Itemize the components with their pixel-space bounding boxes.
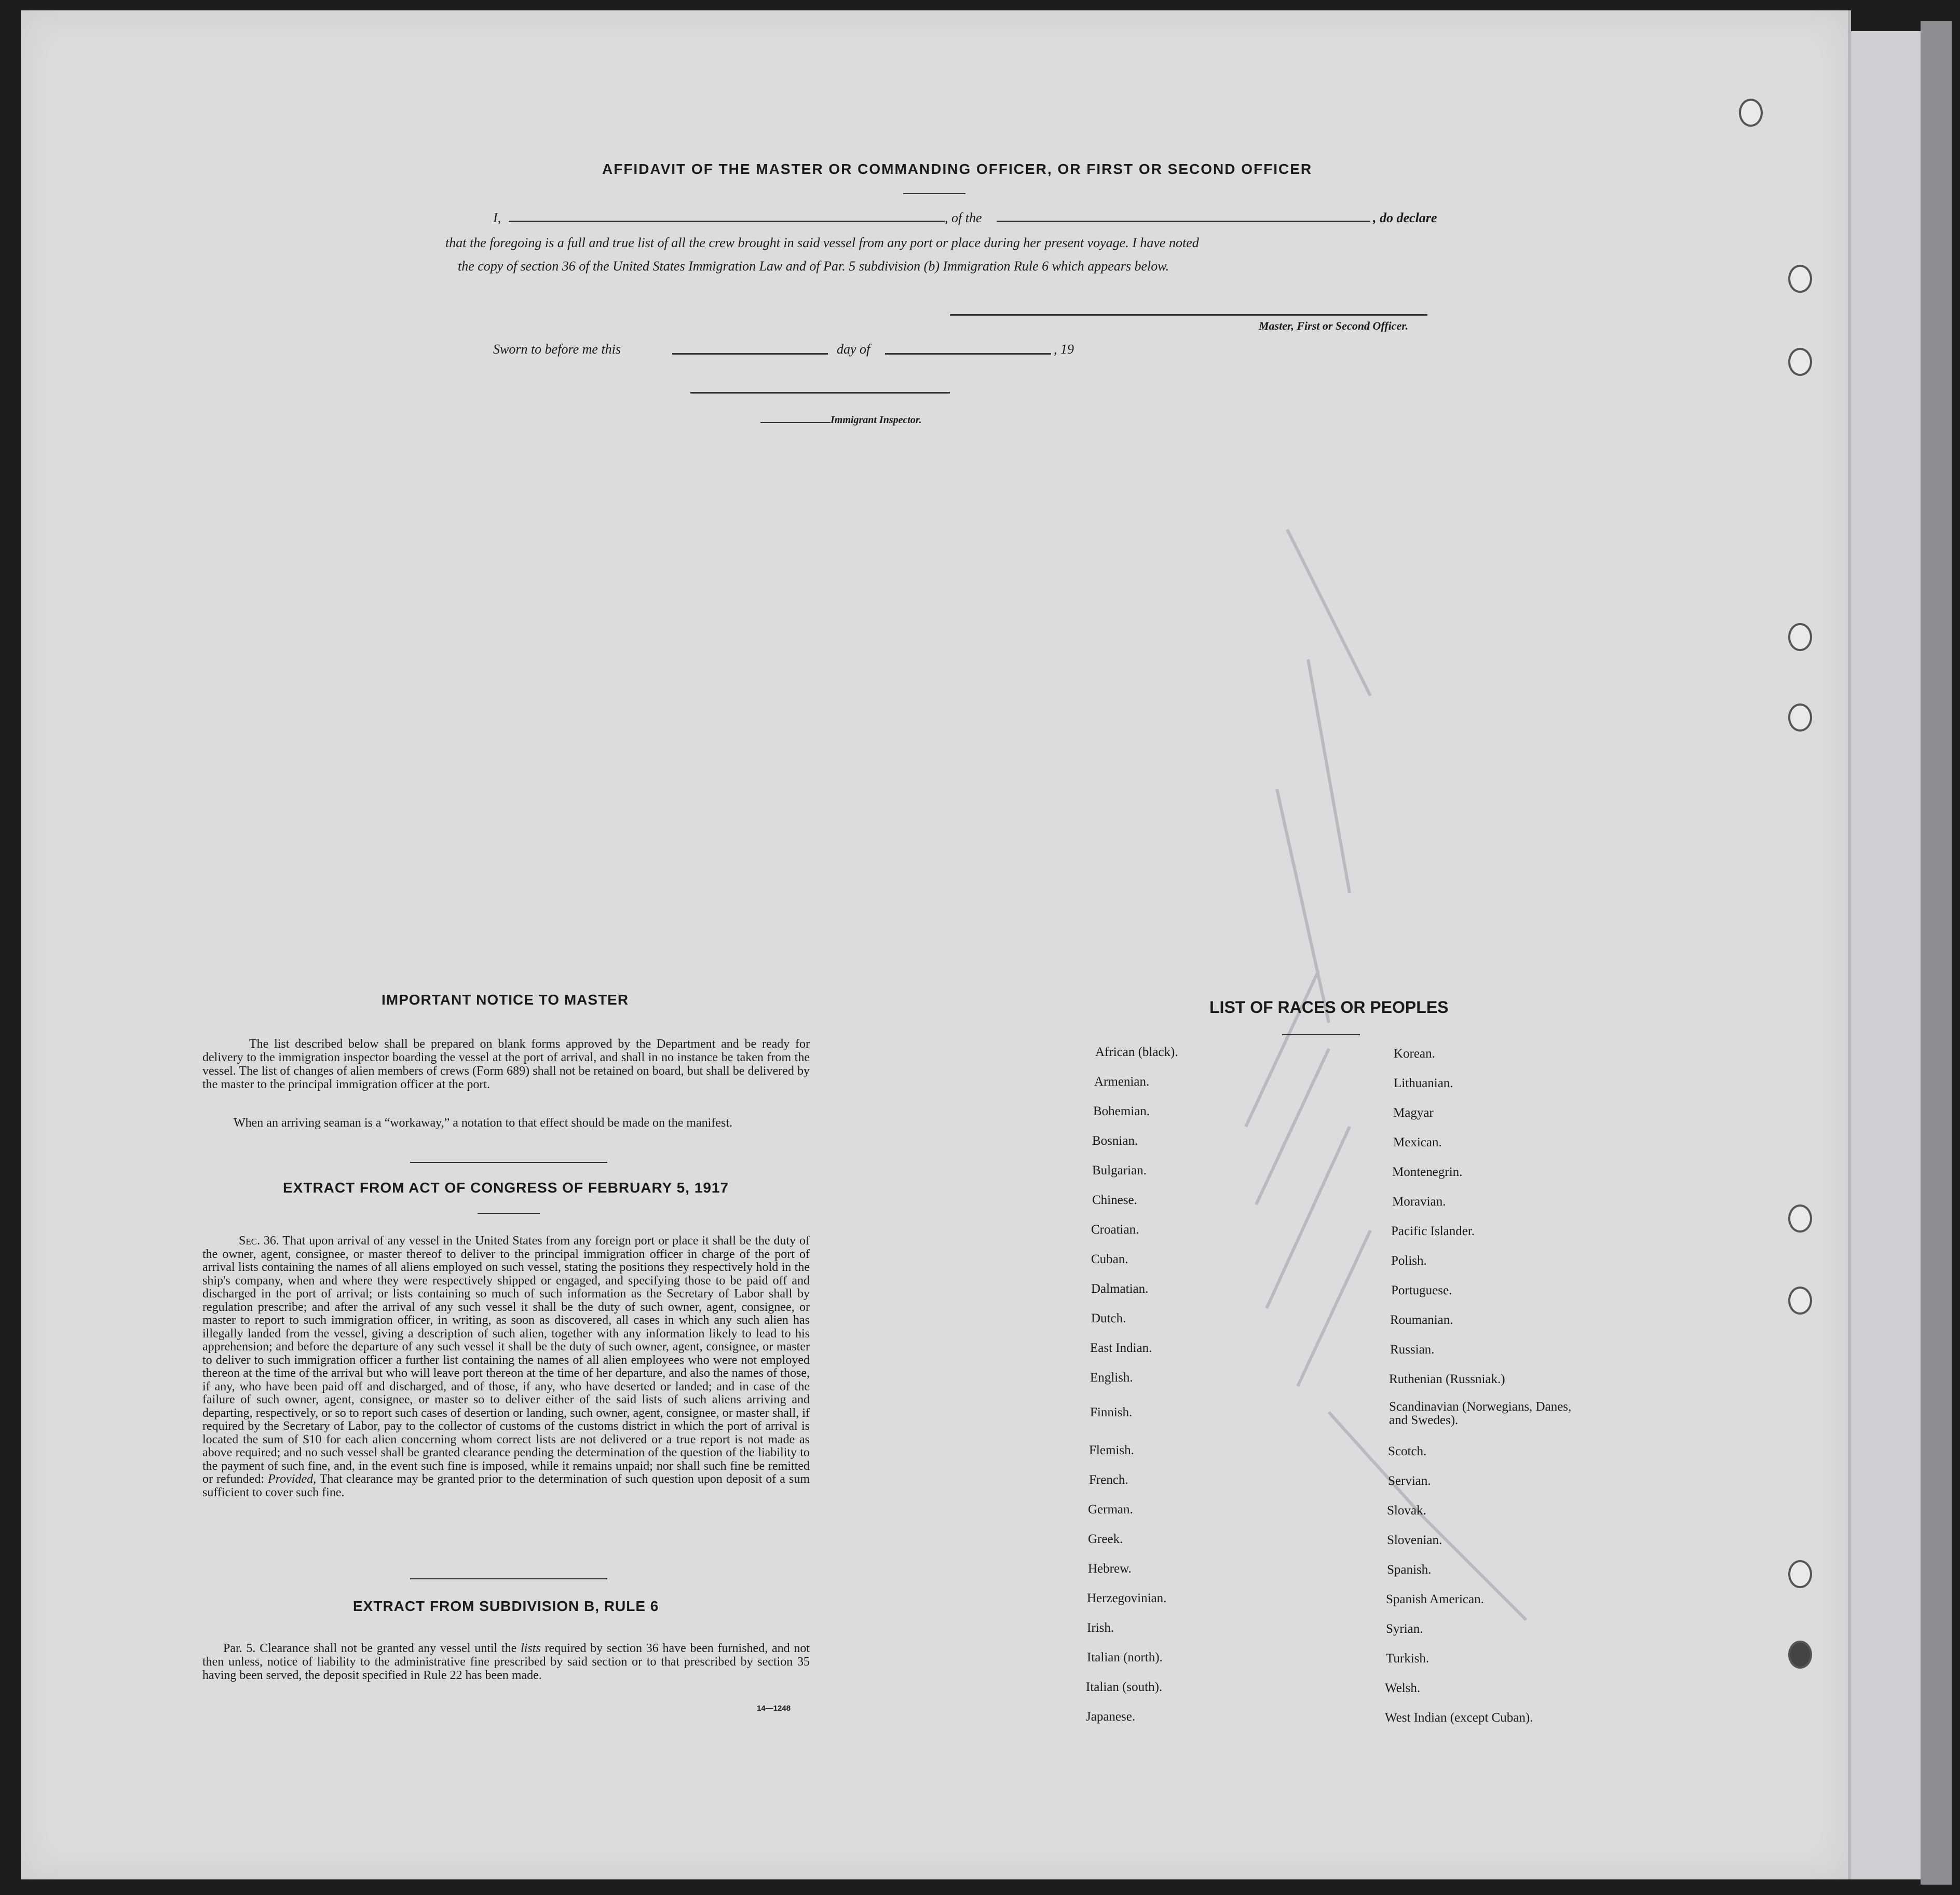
punch-hole bbox=[1788, 1287, 1812, 1315]
race-right-item: Magyar bbox=[1393, 1106, 1434, 1120]
affidavit-line-1 bbox=[493, 210, 501, 226]
punch-hole bbox=[1788, 1560, 1812, 1588]
sworn-year: , 19 bbox=[1054, 342, 1074, 357]
signature-label: Master, First or Second Officer. bbox=[1259, 319, 1409, 332]
sworn-start: Sworn to before me this bbox=[493, 342, 621, 357]
vessel-blank bbox=[997, 221, 1370, 222]
race-right-item: Syrian. bbox=[1386, 1622, 1423, 1636]
race-left-item: French. bbox=[1089, 1473, 1128, 1487]
punch-hole bbox=[1788, 348, 1812, 376]
race-left-item: Chinese. bbox=[1092, 1193, 1137, 1207]
title-rule bbox=[903, 193, 965, 194]
race-right-item: Lithuanian. bbox=[1394, 1076, 1453, 1090]
race-right-item: Spanish. bbox=[1387, 1563, 1432, 1577]
name-blank bbox=[509, 221, 945, 222]
race-left-item: Italian (north). bbox=[1087, 1650, 1163, 1664]
scan-border bbox=[1921, 21, 1952, 1885]
race-left-item: Flemish. bbox=[1089, 1443, 1134, 1457]
rule-paragraph bbox=[202, 1642, 810, 1682]
punch-hole bbox=[1739, 99, 1763, 127]
race-right-item: Polish. bbox=[1391, 1254, 1427, 1268]
race-right-item: Roumanian. bbox=[1390, 1313, 1453, 1327]
race-right-item: Servian. bbox=[1388, 1474, 1431, 1488]
race-left-item: Dalmatian. bbox=[1091, 1282, 1149, 1296]
affidavit-declare: , do declare bbox=[1373, 210, 1437, 225]
rule-text-start: Par. 5. Clearance shall not be granted any vessel until the bbox=[223, 1642, 517, 1655]
race-left-item: Armenian. bbox=[1094, 1075, 1150, 1089]
race-left-item: East Indian. bbox=[1090, 1341, 1152, 1355]
races-title: LIST OF RACES OR PEOPLES bbox=[1209, 998, 1449, 1017]
race-right-item: Slovak. bbox=[1387, 1504, 1426, 1518]
inspector-short-line bbox=[760, 422, 831, 423]
affidavit-i: I, bbox=[493, 210, 501, 225]
race-left-item: Irish. bbox=[1087, 1621, 1114, 1635]
race-right-item: Scandinavian (Norwegians, Danes, and Swedes). bbox=[1389, 1400, 1572, 1427]
punch-hole bbox=[1788, 265, 1812, 293]
race-left-item: Finnish. bbox=[1090, 1405, 1133, 1419]
race-left-item: Japanese. bbox=[1086, 1710, 1136, 1724]
act-proviso: Provided, bbox=[268, 1472, 317, 1486]
race-left-item: Croatian. bbox=[1091, 1223, 1139, 1237]
race-left-item: Bosnian. bbox=[1092, 1134, 1138, 1148]
race-right-item: Scotch. bbox=[1388, 1444, 1427, 1458]
date-month-blank bbox=[885, 353, 1051, 355]
race-right-item: Montenegrin. bbox=[1392, 1165, 1463, 1179]
affidavit-of-the: , of the bbox=[945, 210, 982, 225]
date-day-blank bbox=[672, 353, 828, 355]
race-left-item: Bulgarian. bbox=[1092, 1163, 1147, 1177]
race-right-item: Ruthenian (Russniak.) bbox=[1389, 1372, 1505, 1386]
race-left-item: Hebrew. bbox=[1088, 1562, 1132, 1576]
race-right-item: Slovenian. bbox=[1387, 1533, 1442, 1547]
race-left-item: Herzegovinian. bbox=[1087, 1591, 1167, 1605]
race-right-item: Portuguese. bbox=[1391, 1283, 1452, 1297]
race-left-item: German. bbox=[1088, 1503, 1133, 1517]
race-right-item: Spanish American. bbox=[1386, 1592, 1484, 1606]
form-number: 14—1248 bbox=[757, 1704, 791, 1713]
affidavit-line-2: that the foregoing is a full and true list of all the crew brought in said vessel from any port or place during her present voyage. I have noted bbox=[445, 235, 1199, 250]
race-left-item: Dutch. bbox=[1091, 1311, 1126, 1325]
signature-line bbox=[950, 314, 1427, 316]
race-left-item: African (black). bbox=[1095, 1045, 1178, 1059]
punch-hole bbox=[1788, 1641, 1812, 1669]
document-page bbox=[21, 10, 1851, 1879]
race-left-item: Greek. bbox=[1088, 1532, 1123, 1546]
affidavit-line-3: the copy of section 36 of the United States Immigration Law and of Par. 5 subdivision (b) Immigration Rule 6 which appears below. bbox=[458, 259, 1169, 274]
notice-paragraph-2: When an arriving seaman is a “workaway,” a notation to that effect should be made on the manifest. bbox=[234, 1116, 732, 1130]
pencil-marks bbox=[21, 10, 1848, 1879]
act-text-main: That upon arrival of any vessel in the United States from any foreign port or place it shall be the duty of the owner, agent, consignee, or master thereof to deliver to the principal immigration officer in charge of the port of arrival lists containing the names of all aliens employed on such vessel, stating the positions they respectively hold in the ship's company, when and where they were respectively shipped or engaged, and specifying those to be paid off and discharged in the port of arrival; or lists containing so much of such information as the Secretary of Labor shall by regulation prescribe; and after the arrival of any such vessel it shall be the duty of such owner, agent, consignee, or master to report to such immigration officer, in writing, as soon as discovered, all cases in which any such alien has illegally landed from the vessel, giving a description of such alien, together with any information likely to lead to his apprehension; and before the departure of any such vessel it shall be the duty of such owner, agent, consignee, or master to deliver to such immigration officer a further list containing the names of all alien employees who were not employed thereon at the time of the arrival but who will leave port thereon at the time of her departure, and also the names of those, if any, who have been paid off and discharged, and of those, if any, who have deserted or landed; and in case of the failure of such owner, agent, consignee, or master so to deliver either of the said lists of such aliens arriving and departing, respectively, or so to report such cases of desertion or landing, such owner, agent, consignee, or master shall, if required by the Secretary of Labor, pay to the collector of customs of the customs district in which the port of arrival is located the sum of $10 for each alien concerning whom correct lists are not delivered or a true report is not made as above required; and no such vessel shall be granted clearance pending the determination of the question of the liability to the payment of such fine, and, in the event such fine is imposed, while it remains unpaid; nor shall such fine be remitted or refunded: bbox=[202, 1234, 810, 1486]
race-left-item: English. bbox=[1090, 1371, 1133, 1385]
inspector-label: Immigrant Inspector. bbox=[831, 414, 922, 426]
act-text-end: That clearance may be granted prior to the determination of such question upon deposit of a sum sufficient to cover such fine. bbox=[202, 1472, 810, 1499]
punch-hole bbox=[1788, 1204, 1812, 1233]
race-right-item: West Indian (except Cuban). bbox=[1385, 1711, 1533, 1725]
act-title: EXTRACT FROM ACT OF CONGRESS OF FEBRUARY 5, 1917 bbox=[283, 1180, 729, 1196]
punch-hole bbox=[1788, 703, 1812, 732]
race-left-item: Bohemian. bbox=[1093, 1104, 1150, 1118]
sec-label: Sec. 36. bbox=[239, 1234, 279, 1248]
race-right-item: Korean. bbox=[1394, 1047, 1435, 1061]
race-right-item: Turkish. bbox=[1386, 1652, 1430, 1666]
adjacent-page-edge bbox=[1848, 31, 1928, 1879]
title-rule bbox=[1282, 1034, 1360, 1035]
act-section-36-text bbox=[202, 1235, 810, 1499]
race-right-item: Mexican. bbox=[1393, 1135, 1442, 1149]
race-left-item: Italian (south). bbox=[1086, 1680, 1163, 1694]
notice-title: IMPORTANT NOTICE TO MASTER bbox=[382, 992, 629, 1008]
inspector-signature-line bbox=[690, 392, 950, 394]
punch-hole bbox=[1788, 623, 1812, 651]
rule-title: EXTRACT FROM SUBDIVISION B, RULE 6 bbox=[353, 1598, 659, 1614]
race-right-item: Pacific Islander. bbox=[1391, 1224, 1475, 1238]
race-right-item: Russian. bbox=[1390, 1343, 1435, 1357]
rule-text-end: required by section 36 have been furnished, and not then unless, notice of liability to the administrative fine prescribed by said section or to that prescribed by section 35 having been served, the deposit specified in Rule 22 has been made. bbox=[202, 1642, 810, 1682]
sworn-day-of: day of bbox=[837, 342, 870, 357]
affidavit-title: AFFIDAVIT OF THE MASTER OR COMMANDING OFFICER, OR FIRST OR SECOND OFFICER bbox=[602, 161, 1313, 177]
sworn-line bbox=[493, 342, 621, 357]
section-divider bbox=[410, 1162, 607, 1163]
notice-paragraph-1: The list described below shall be prepared on blank forms approved by the Department and be ready for delivery to the immigration inspector boarding the vessel at the port of arrival, and shall in no instance be taken from the vessel. The list of changes of alien members of crews (Form 689) shall not be retained on board, but shall be delivered by the master to the principal immigration officer at the port. bbox=[202, 1037, 810, 1091]
title-rule bbox=[478, 1213, 540, 1214]
section-divider bbox=[410, 1578, 607, 1579]
race-right-item: Welsh. bbox=[1385, 1681, 1421, 1695]
race-left-item: Cuban. bbox=[1091, 1252, 1128, 1266]
rule-lists-word: lists bbox=[521, 1642, 541, 1655]
race-right-item: Moravian. bbox=[1392, 1195, 1446, 1209]
